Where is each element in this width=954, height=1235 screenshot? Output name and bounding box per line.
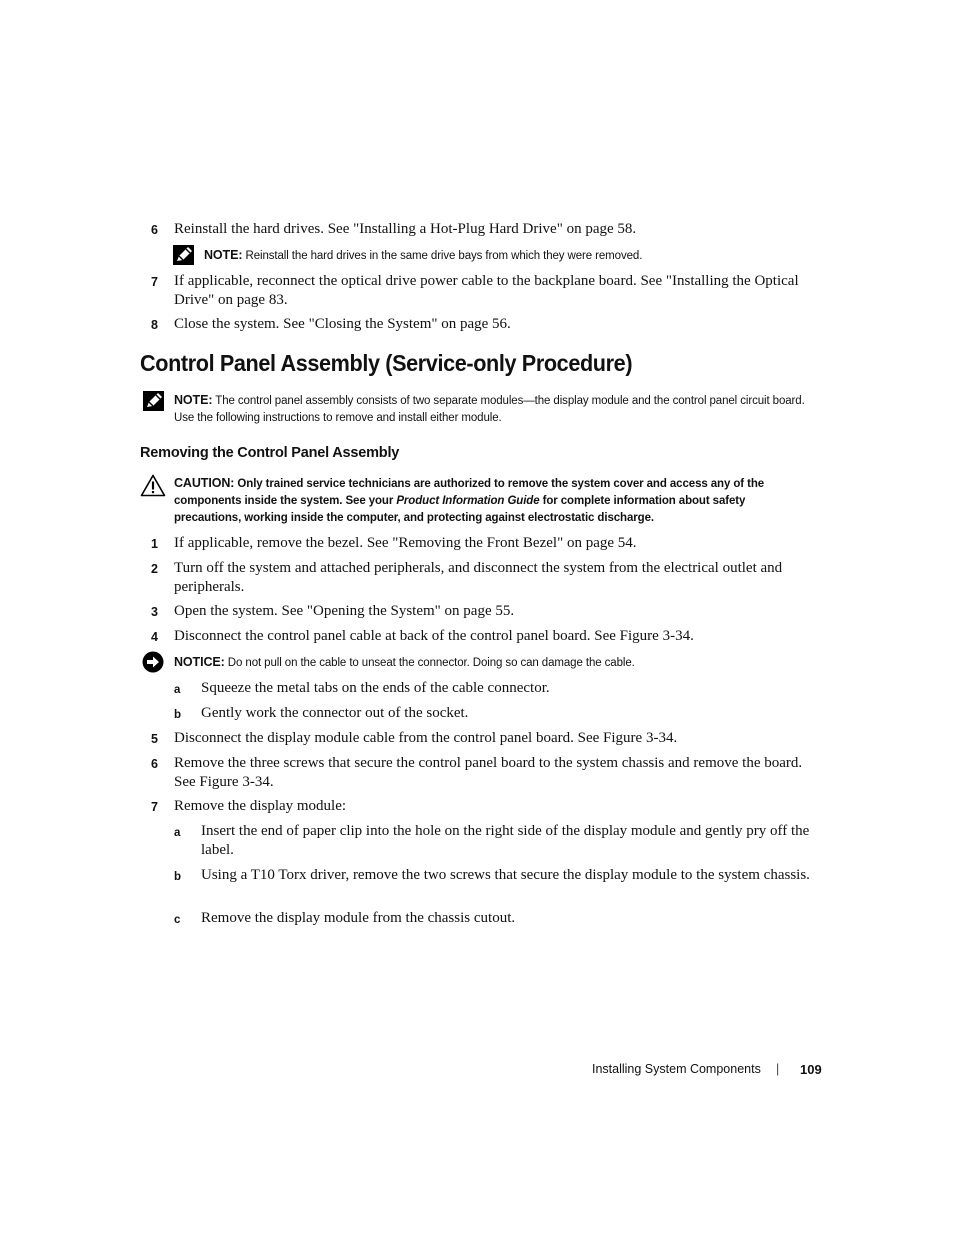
notice-text: Do not pull on the cable to unseat the connector. Doing so can damage the cable. — [227, 657, 635, 669]
step-4-disconnect-cable — [140, 627, 820, 646]
step-text: Remove the display module: — [174, 798, 347, 814]
caution-label: CAUTION: — [174, 476, 235, 490]
note-pencil-icon — [143, 391, 164, 411]
note-label: NOTE: — [204, 248, 243, 262]
substep-text: Remove the display module from the chassis cutout. — [201, 910, 516, 926]
step-1-remove-bezel — [140, 534, 820, 553]
substep-text: Using a T10 Torx driver, remove the two screws that secure the display module to the system chassis. — [201, 867, 810, 883]
subsection-title: Removing the Control Panel Assembly — [140, 445, 400, 461]
step-text: If applicable, reconnect the optical drive power cable to the backplane board. See "Installing the Optical Drive" on page 83. — [174, 273, 799, 308]
step-2-turn-off — [140, 559, 820, 596]
step-text: Remove the three screws that secure the control panel board to the system chassis and remove the board. See Figure 3-34. — [174, 755, 803, 790]
substep-letter: b — [174, 871, 182, 883]
step-text: Disconnect the control panel cable at back of the control panel board. See Figure 3-34. — [174, 628, 694, 644]
step-text: Open the system. See "Opening the System" on page 55. — [174, 603, 515, 619]
step-3-open-system — [140, 602, 820, 621]
substep-text: Insert the end of paper clip into the hole on the right side of the display module and gently pry off the label. — [201, 823, 810, 858]
step-number: 2 — [151, 562, 158, 576]
footer-page-number: 109 — [800, 1062, 822, 1077]
step-number: 7 — [151, 275, 158, 289]
section-title: Control Panel Assembly (Service-only Procedure) — [140, 350, 633, 376]
substep-7c-remove-module — [140, 909, 820, 928]
step-number: 4 — [151, 630, 158, 644]
caution-text-italic: Product Information Guide — [396, 495, 540, 507]
step-number: 8 — [151, 318, 158, 332]
substep-letter: a — [174, 827, 181, 839]
notice-do-not-pull — [174, 654, 814, 672]
note-label: NOTE: — [174, 393, 213, 407]
substep-letter: a — [174, 684, 181, 696]
substep-7a-paper-clip — [140, 822, 820, 860]
note-text: The control panel assembly consists of two separate modules—the display module and the control panel circuit board. Use the following instructions to remove and install either module. — [174, 395, 805, 424]
step-text: Turn off the system and attached peripherals, and disconnect the system from the electrical outlet and peripherals. — [174, 560, 783, 595]
step-8-close-system — [140, 315, 820, 334]
step-text: Reinstall the hard drives. See "Installing a Hot-Plug Hard Drive" on page 58. — [174, 221, 637, 237]
step-number: 7 — [151, 800, 158, 814]
note-pencil-icon — [173, 245, 194, 265]
caution-text-before: Only trained service technicians are authorized to remove the system cover and access any of the components inside the system. See your — [174, 478, 765, 507]
caution-text-after: for complete information about safety precautions, working inside the computer, and protecting against electrostatic discharge. — [174, 495, 746, 524]
caution-triangle-icon — [140, 474, 166, 497]
step-7-reconnect-optical — [140, 272, 820, 309]
substep-text: Gently work the connector out of the socket. — [201, 705, 469, 721]
step-text: Disconnect the display module cable from the control panel board. See Figure 3-34. — [174, 730, 678, 746]
step-number: 1 — [151, 537, 158, 551]
notice-label: NOTICE: — [174, 655, 225, 669]
step-number: 3 — [151, 605, 158, 619]
substep-4b-work-connector — [140, 704, 820, 723]
substep-letter: c — [174, 914, 181, 926]
caution-trained-technicians — [174, 475, 814, 527]
note-control-panel-modules — [174, 392, 814, 427]
step-6-remove-screws — [140, 754, 820, 791]
substep-text: Squeeze the metal tabs on the ends of the cable connector. — [201, 680, 550, 696]
step-7-remove-display — [140, 797, 820, 816]
step-number: 5 — [151, 732, 158, 746]
substep-4a-squeeze-tabs — [140, 679, 820, 698]
step-6-reinstall-drives — [140, 220, 820, 239]
notice-arrow-icon — [142, 651, 164, 673]
step-number: 6 — [151, 757, 158, 771]
note-drive-bays — [204, 247, 824, 265]
footer-section-name: Installing System Components — [592, 1062, 761, 1076]
step-text: If applicable, remove the bezel. See "Removing the Front Bezel" on page 54. — [174, 535, 637, 551]
substep-7b-torx-driver — [140, 866, 820, 885]
step-text: Close the system. See "Closing the System" on page 56. — [174, 316, 511, 332]
step-number: 6 — [151, 223, 158, 237]
footer-separator: | — [776, 1062, 780, 1076]
note-text: Reinstall the hard drives in the same drive bays from which they were removed. — [245, 250, 643, 262]
substep-letter: b — [174, 709, 182, 721]
step-5-disconnect-display — [140, 729, 820, 748]
